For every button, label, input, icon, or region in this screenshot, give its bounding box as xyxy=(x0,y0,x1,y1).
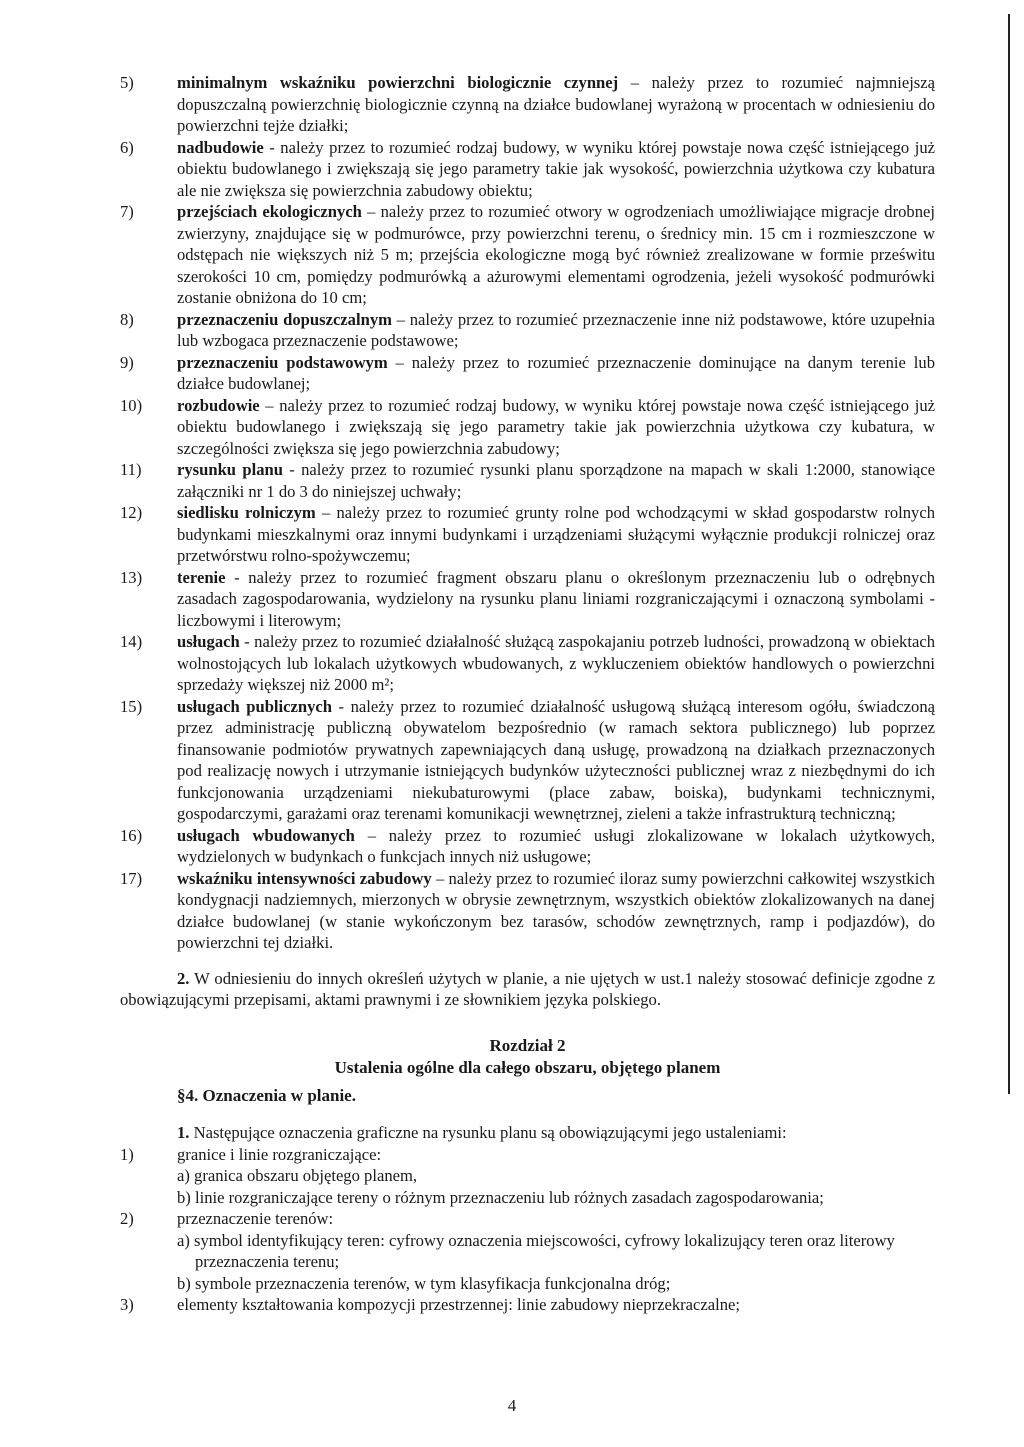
marking-subitem xyxy=(120,1165,935,1187)
marking-number: 3) xyxy=(120,1295,134,1314)
definition-number: 13) xyxy=(120,567,143,587)
definition-item xyxy=(120,868,935,954)
definition-number: 11) xyxy=(120,460,142,479)
definition-term: rozbudowie xyxy=(177,395,260,415)
definitions-list xyxy=(120,72,935,954)
definition-body xyxy=(177,459,935,502)
definition-body xyxy=(177,696,935,825)
paragraph-2 xyxy=(120,968,935,1011)
marking-number: 2) xyxy=(120,1209,134,1228)
definition-body xyxy=(177,137,935,202)
definition-number: 16) xyxy=(120,825,143,845)
marking-number: 1) xyxy=(120,1144,134,1164)
marking-subitem xyxy=(120,1230,935,1273)
definition-term: przeznaczeniu dopuszczalnym xyxy=(177,309,392,329)
definition-body xyxy=(177,825,935,868)
definition-body xyxy=(177,309,935,352)
definition-text: - należy przez to rozumieć działalność usługową służącą interesom ogółu, świadczoną przez administrację publiczną obywatelom bezpośrednio (w ramach sektora publicznego) lub poprzez finansowanie podmiotów prywatnych zapewniających daną usługę, prowadzoną na działkach przeznaczonych pod realizację nowych i utrzymanie istniejących budynków użyteczności publicznej wraz z niezbędnymi do ich funkcjonowania urządzeniami niekubaturowymi (place zabaw, boiska), budynkami technicznymi, gospodarczymi, garażami oraz terenami komunikacji wewnętrznej, zieleni a także infrastrukturą techniczną; xyxy=(177,696,935,823)
marking-subitem xyxy=(120,1187,935,1209)
definition-number: 17) xyxy=(120,868,143,888)
definition-item xyxy=(120,309,935,352)
definition-number: 6) xyxy=(120,137,134,157)
marking-text: elementy kształtowania kompozycji przestrzennej: linie zabudowy nieprzekraczalne; xyxy=(177,1295,741,1314)
definition-item xyxy=(120,631,935,696)
definition-text: - należy przez to rozumieć rysunki planu sporządzone na mapach w skali 1:2000, stanowiące załączniki nr 1 do 3 do niniejszej uchwały; xyxy=(177,460,935,501)
definition-number: 7) xyxy=(120,202,134,221)
definition-text: – należy przez to rozumieć przeznaczenie inne niż podstawowe, które uzupełnia lub wzbogaca przeznaczenie podstawowe; xyxy=(177,309,935,350)
definition-text: – należy przez to rozumieć otwory w ogrodzeniach umożliwiające migracje drobnej zwierzyny, znajdujące się w podmurówce, przy powierzchni terenu, o średnicy min. 15 cm i rozmieszczone w odstępach nie większych niż 5 m; przejścia ekologiczne mogą być również zrealizowane w formie prześwitu szerokości 10 cm, pomiędzy podmurówką a ażurowymi elementami ogrodzenia, jeżeli wysokość podmurówki zostanie obniżona do 10 cm; xyxy=(177,202,935,307)
definition-text: – należy przez to rozumieć rodzaj budowy, w wyniku której powstaje nowa część istniejącego już obiektu budowlanego i zwiększają się jego parametry takie jak powierzchnia użytkowa czy kubatura, w szczególności zwiększa się jego powierzchnia zabudowy; xyxy=(177,395,935,458)
marking-subitem xyxy=(120,1273,935,1295)
marking-subitem-text: b) symbole przeznaczenia terenów, w tym klasyfikacja funkcjonalna dróg; xyxy=(177,1273,671,1293)
marking-text: przeznaczenie terenów: xyxy=(177,1209,334,1228)
scan-edge-line xyxy=(1008,14,1010,1094)
markings-list xyxy=(120,1144,935,1316)
chapter-title: Rozdział 2 xyxy=(489,1035,566,1055)
definition-item xyxy=(120,825,935,868)
definition-term: przejściach ekologicznych xyxy=(177,202,362,221)
definition-body xyxy=(177,868,935,954)
definition-term: wskaźniku intensywności zabudowy xyxy=(177,868,432,888)
definition-number: 5) xyxy=(120,73,134,92)
definition-number: 9) xyxy=(120,352,134,372)
definition-body xyxy=(177,567,935,632)
definition-text: - należy przez to rozumieć działalność służącą zaspokajaniu potrzeb ludności, prowadzoną w obiektach wolnostojących lub lokalach użytkowych wbudowanych, z wykluczeniem obiektów handlowych o powierzchni sprzedaży większej niż 2000 m²; xyxy=(177,632,935,694)
definition-body xyxy=(177,201,935,309)
definition-text: – należy przez to rozumieć grunty rolne pod wchodzącymi w skład gospodarstw rolnych budynkami mieszkalnymi oraz innymi budynkami i urządzeniami służącymi wyłącznie produkcji rolniczej oraz przetwórstwu rolno-spożywczemu; xyxy=(177,503,936,565)
definition-item xyxy=(120,201,935,309)
definition-number: 15) xyxy=(120,696,143,716)
definition-body xyxy=(177,72,935,137)
intro-number: 1. xyxy=(177,1123,190,1142)
definition-term: przeznaczeniu podstawowym xyxy=(177,352,388,372)
definition-term: usługach publicznych xyxy=(177,696,332,716)
definition-number: 10) xyxy=(120,395,143,415)
definition-text: - należy przez to rozumieć fragment obszaru planu o określonym przeznaczeniu lub o odrębnych zasadach zagospodarowania, wydzielony na rysunku planu liniami rozgraniczającymi i oznaczoną symbolami - liczbowymi i literowym; xyxy=(177,567,935,630)
marking-subitem-text: a) granica obszaru objętego planem, xyxy=(177,1166,418,1185)
section-title: §4. Oznaczenia w planie. xyxy=(177,1085,356,1105)
definition-item xyxy=(120,696,935,825)
definition-text: – należy przez to rozumieć najmniejszą dopuszczalną powierzchnię biologicznie czynną na działce budowlanej wyrażoną w procentach w odniesieniu do powierzchni tejże działki; xyxy=(177,73,935,135)
definition-term: siedlisku rolniczym xyxy=(177,503,316,522)
marking-text: granice i linie rozgraniczające: xyxy=(177,1144,382,1164)
paragraph-number: 2. xyxy=(177,968,190,988)
marking-item xyxy=(120,1144,935,1166)
definition-term: nadbudowie xyxy=(177,137,264,157)
definition-number: 8) xyxy=(120,309,134,329)
definition-body xyxy=(177,502,935,567)
definition-body xyxy=(177,352,935,395)
definition-item xyxy=(120,137,935,202)
definition-body xyxy=(177,395,935,460)
chapter-heading xyxy=(120,1035,935,1079)
definition-body xyxy=(177,631,935,696)
definition-number: 14) xyxy=(120,632,143,651)
definition-item xyxy=(120,395,935,460)
definition-item xyxy=(120,459,935,502)
marking-item xyxy=(120,1208,935,1230)
marking-item xyxy=(120,1294,935,1316)
intro-text: Następujące oznaczenia graficzne na rysunku planu są obowiązującymi jego ustaleniami: xyxy=(189,1123,787,1142)
definition-term: terenie xyxy=(177,567,226,587)
definition-item xyxy=(120,72,935,137)
definition-term: usługach wbudowanych xyxy=(177,825,355,845)
marking-subitem-text: b) linie rozgraniczające tereny o różnym przeznaczeniu lub różnych zasadach zagospodarowania; xyxy=(177,1187,824,1207)
definition-item xyxy=(120,567,935,632)
section-intro xyxy=(120,1122,935,1144)
definition-term: usługach xyxy=(177,632,240,651)
definition-text: – należy przez to rozumieć przeznaczenie dominujące na danym terenie lub działce budowlanej; xyxy=(177,352,935,393)
definition-item xyxy=(120,352,935,395)
definition-term: rysunku planu xyxy=(177,460,283,479)
marking-subitem-text: a) symbol identyfikujący teren: cyfrowy oznaczenia miejscowości, cyfrowy lokalizujący teren oraz literowy przeznaczenia terenu; xyxy=(177,1230,895,1271)
chapter-subtitle: Ustalenia ogólne dla całego obszaru, objętego planem xyxy=(334,1057,721,1077)
definition-text: – należy przez to rozumieć iloraz sumy powierzchni całkowitej wszystkich kondygnacji nadziemnych, mierzonych w obrysie zewnętrznym, wszystkich obiektów zlokalizowanych na danej działce budowlanej (w stanie wykończonym bez tarasów, schodów zewnętrznych, ramp i podjazdów), do powierzchni tej działki. xyxy=(177,868,935,952)
document-content xyxy=(120,72,935,1316)
definition-text: – należy przez to rozumieć usługi zlokalizowane w lokalach użytkowych, wydzielonych w budynkach o funkcjach innych niż usługowe; xyxy=(177,825,935,866)
definition-term: minimalnym wskaźniku powierzchni biologicznie czynnej xyxy=(177,73,619,92)
definition-number: 12) xyxy=(120,503,143,522)
definition-item xyxy=(120,502,935,567)
paragraph-text: W odniesieniu do innych określeń użytych w planie, a nie ujętych w ust.1 należy stosować definicje zgodne z obowiązującymi przepisami, aktami prawnymi i ze słownikiem języka polskiego. xyxy=(120,968,935,1009)
definition-text: - należy przez to rozumieć rodzaj budowy, w wyniku której powstaje nowa część istniejącego już obiektu budowlanego i zwiększają się jego parametry takie jak wysokość, powierzchnia użytkowa czy kubatura ale nie zwiększa się powierzchnia zabudowy obiektu; xyxy=(177,137,935,200)
page-number: 4 xyxy=(507,1396,517,1415)
